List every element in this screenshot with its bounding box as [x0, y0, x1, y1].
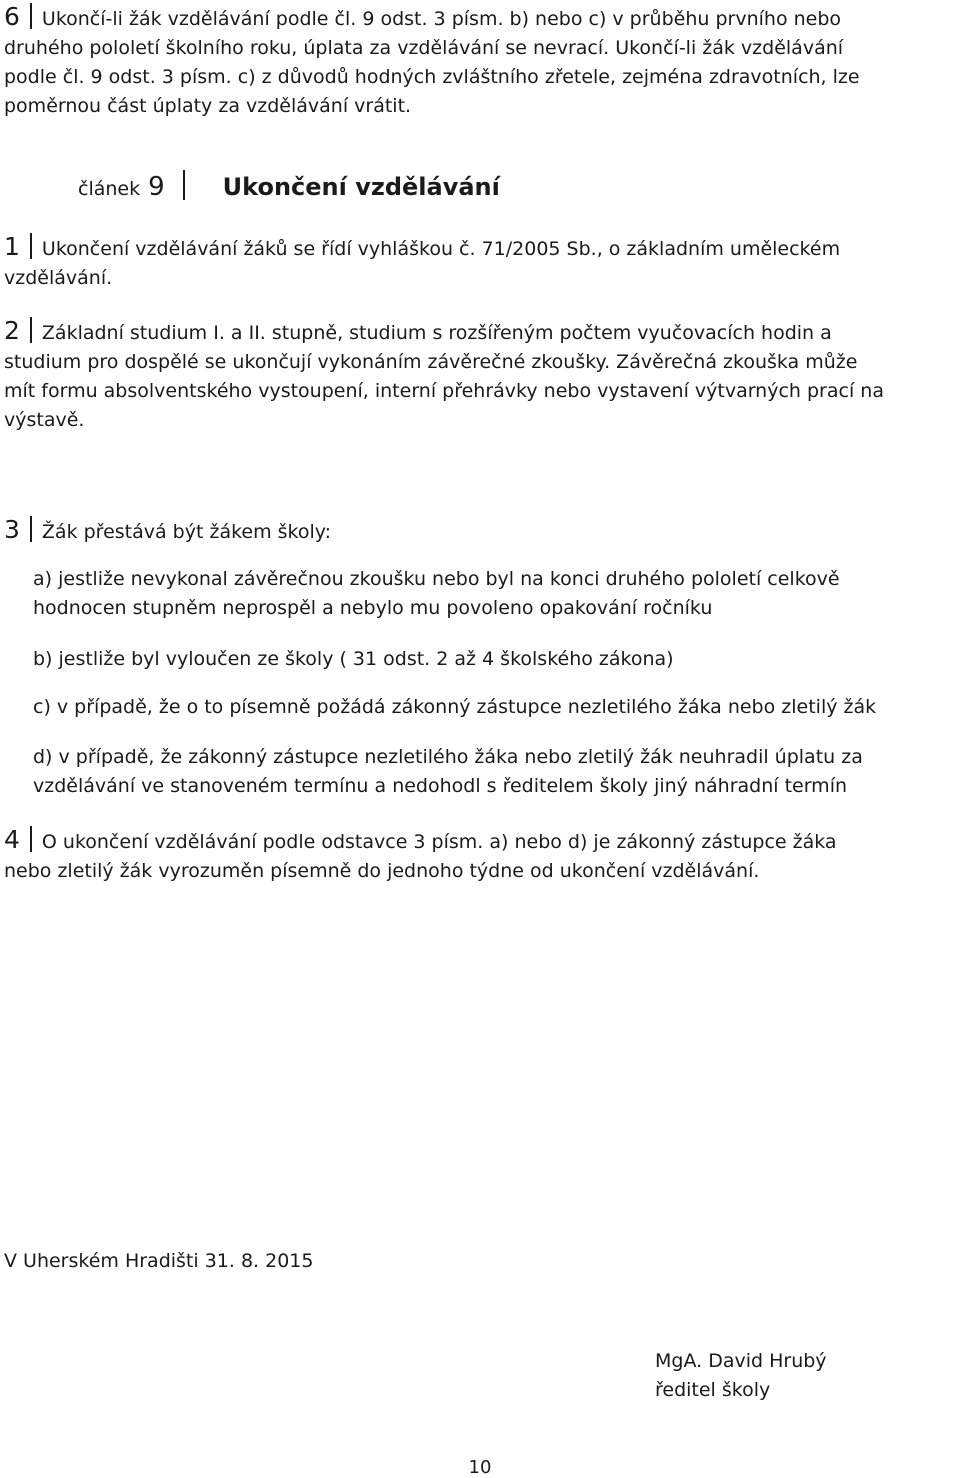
article-number: 9: [148, 172, 165, 202]
paragraph-number: 3: [4, 515, 20, 544]
separator-bar: [183, 170, 185, 200]
list-item-a: [33, 565, 956, 623]
list-item-line: d) v případě, že zákonný zástupce nezletilého žáka nebo zletilý žák neuhradil úplatu za: [33, 746, 863, 768]
place-date: V Uherském Hradišti 31. 8. 2015: [4, 1250, 314, 1272]
paragraph-line: vzdělávání.: [4, 267, 113, 289]
list-item-line: b) jestliže byl vyloučen ze školy ( 31 odst. 2 až 4 školského zákona): [33, 648, 674, 670]
article-heading: [78, 170, 500, 202]
paragraph-2: [4, 316, 956, 435]
paragraph-line: výstavě.: [4, 409, 85, 431]
list-item-c: [33, 693, 956, 722]
paragraph-line: [4, 316, 956, 348]
paragraph-line: [4, 232, 956, 264]
list-item-line: hodnocen stupněm neprospěl a nebylo mu povoleno opakování ročníku: [33, 597, 713, 619]
paragraph-line: [4, 825, 956, 857]
page-number: 10: [468, 1457, 492, 1478]
paragraph-line: [4, 515, 956, 547]
separator-bar: [30, 516, 32, 542]
paragraph-4: [4, 825, 956, 886]
paragraph-6: [4, 2, 956, 121]
separator-bar: [30, 233, 32, 259]
paragraph-number: 2: [4, 316, 20, 345]
paragraph-line: druhého pololetí školního roku, úplata za vzdělávání se nevrací. Ukončí-li žák vzdělávání: [4, 37, 844, 59]
separator-bar: [30, 317, 32, 343]
paragraph-text: Ukončí-li žák vzdělávání podle čl. 9 odst. 3 písm. b) nebo c) v průběhu prvního nebo: [41, 8, 842, 30]
signature-role: ředitel školy: [655, 1379, 771, 1401]
signature-name: MgA. David Hrubý: [655, 1350, 827, 1372]
paragraph-3: [4, 515, 956, 547]
article-title: Ukončení vzdělávání: [222, 173, 500, 201]
paragraph-number: 4: [4, 825, 20, 854]
paragraph-text: Základní studium I. a II. stupně, studium s rozšířeným počtem vyučovacích hodin a: [41, 322, 832, 344]
list-item-line: vzdělávání ve stanoveném termínu a nedohodl s ředitelem školy jiný náhradní termín: [33, 775, 848, 797]
paragraph-text: Ukončení vzdělávání žáků se řídí vyhláškou č. 71/2005 Sb., o základním uměleckém: [41, 238, 841, 260]
paragraph-line: studium pro dospělé se ukončují vykonáním závěrečné zkoušky. Závěrečná zkouška může: [4, 351, 858, 373]
paragraph-number: 1: [4, 232, 20, 261]
separator-bar: [30, 3, 32, 29]
paragraph-line: [4, 2, 956, 34]
list-item-line: c) v případě, že o to písemně požádá zákonný zástupce nezletilého žáka nebo zletilý žák: [33, 696, 877, 718]
list-item-line: a) jestliže nevykonal závěrečnou zkoušku nebo byl na konci druhého pololetí celkově: [33, 568, 840, 590]
paragraph-heading: Žák přestává být žákem školy:: [41, 521, 332, 543]
paragraph-1: [4, 232, 956, 293]
paragraph-number: 6: [4, 2, 20, 31]
list-item-d: [33, 743, 956, 801]
paragraph-text: O ukončení vzdělávání podle odstavce 3 písm. a) nebo d) je zákonný zástupce žáka: [41, 831, 837, 853]
paragraph-line: nebo zletilý žák vyrozuměn písemně do jednoho týdne od ukončení vzdělávání.: [4, 860, 760, 882]
list-item-b: [33, 645, 956, 674]
paragraph-line: mít formu absolventského vystoupení, interní přehrávky nebo vystavení výtvarných prací na: [4, 380, 884, 402]
separator-bar: [30, 826, 32, 852]
paragraph-line: podle čl. 9 odst. 3 písm. c) z důvodů hodných zvláštního zřetele, zejména zdravotních, lze: [4, 66, 860, 88]
paragraph-line: poměrnou část úplaty za vzdělávání vrátit.: [4, 95, 412, 117]
article-label: článek: [78, 178, 141, 200]
